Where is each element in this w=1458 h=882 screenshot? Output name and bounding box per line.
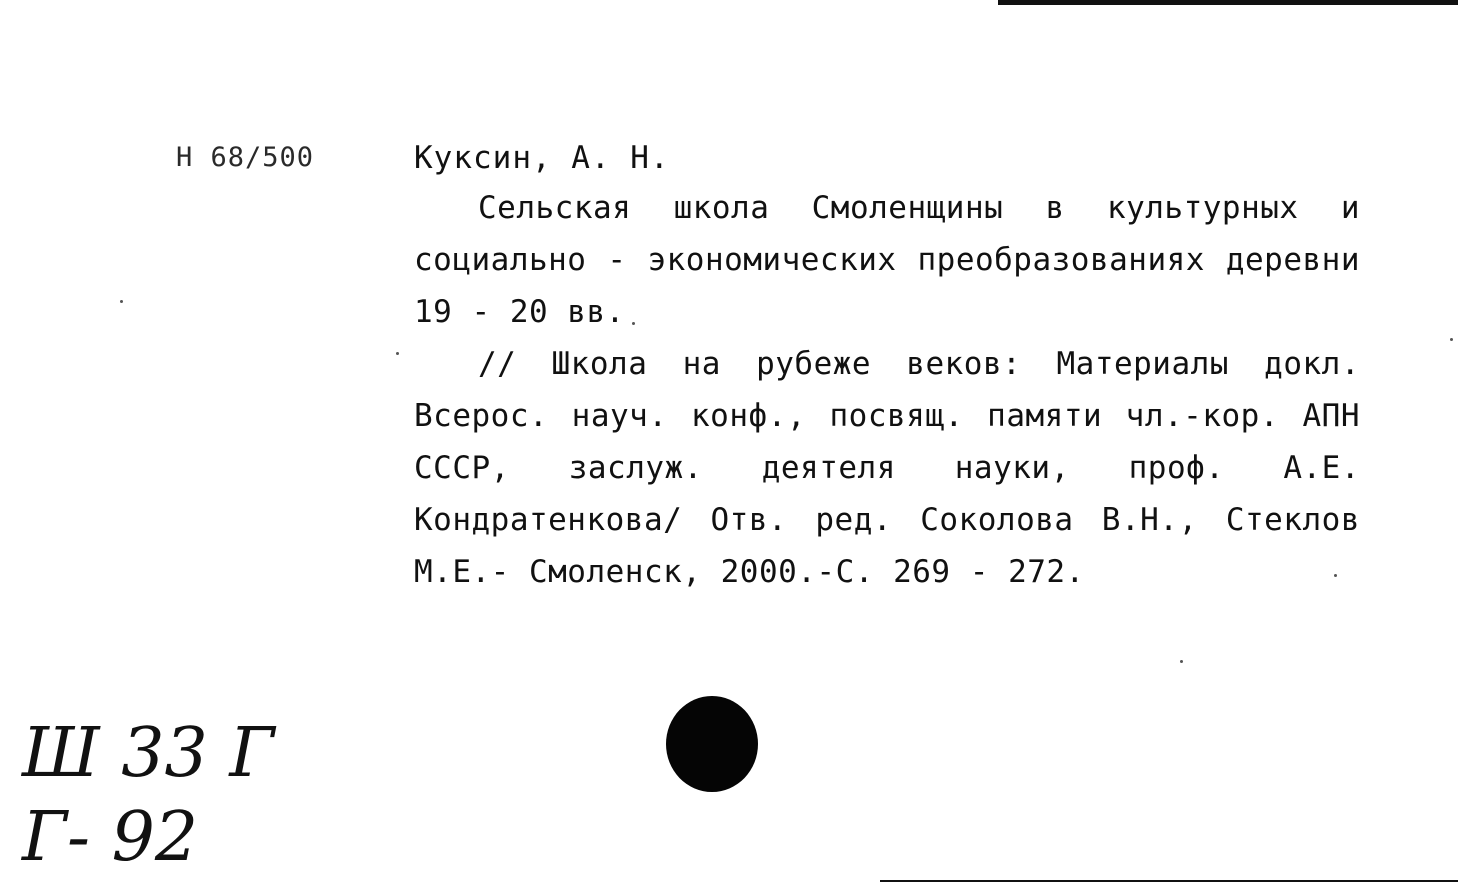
scan-speck [1334,574,1337,577]
shelf-mark-line-2: Г- 92 [22,798,199,877]
call-number: Н 68/500 [176,142,315,173]
shelf-mark-line-1: Ш 33 Г [22,714,275,793]
punch-hole [666,696,758,792]
scan-speck [632,322,635,325]
bibliographic-description [414,182,1360,598]
scan-speck [1450,338,1453,341]
source-paragraph: // Школа на рубеже веков: Материалы докл. Всерос. науч. конф., посвящ. памяти чл.-кор. АПН СССР, заслуж. деятеля науки, проф. А.Е. Кондратенкова/ Отв. ред. Соколова В.Н., Стеклов М.Е.- Смоленск, 2000.-С. 269 - 272. [414,346,1360,590]
author-heading: Куксин, А. Н. [414,140,670,176]
scan-speck [1180,660,1183,663]
top-border-line [998,0,1458,5]
handwritten-shelf-mark [22,712,274,880]
scan-speck [120,300,123,303]
scan-speck [396,352,399,355]
title-paragraph: Сельская школа Смоленщины в культурных и социально - экономических преобразованиях деревни 19 - 20 вв. [414,190,1360,330]
